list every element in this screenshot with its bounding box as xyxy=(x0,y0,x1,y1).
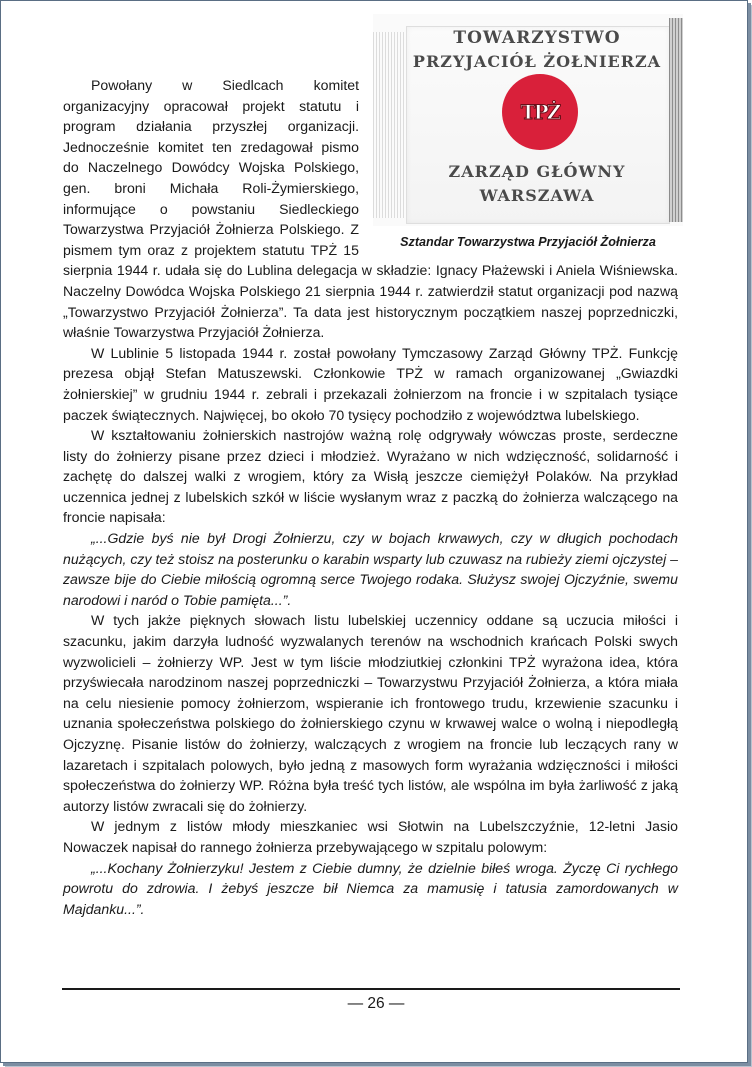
footer-rule xyxy=(62,988,680,990)
page-content xyxy=(63,0,678,919)
figure-caption: Sztandar Towarzystwa Przyjaciół Żołnierza xyxy=(400,235,656,249)
body-text xyxy=(63,0,678,919)
paragraph-2: W Lublinie 5 listopada 1944 r. został powołany Tymczasowy Zarząd Główny TPŻ. Funkcję prezesa objął Stefan Matuszewski. Członkowie TPŻ w ramach organizowanej „Gwiazdki żołnierskiej” w grudniu 1944 r. zebrali i przekazali żołnierzom na froncie i w szpitalach tysiące paczek świątecznych. Najwięcej, bo około 70 tysięcy pochodziło z województwa lubelskiego. xyxy=(63,344,678,423)
tpz-emblem xyxy=(502,74,578,150)
paragraph-5: W jednym z listów młody mieszkaniec wsi Słotwin na Lubelszczyźnie, 12-letni Jasio Nowaczek napisał do rannego żołnierza przebywającego w szpitalu polowym: xyxy=(63,818,678,855)
emblem-text: TPŻ xyxy=(520,99,560,124)
paragraph-3: W kształtowaniu żołnierskich nastrojów ważną rolę odgrywały wówczas proste, serdeczne listy do żołnierzy pisane przez dzieci i młodzież. Wyrażano w nich wdzięczność, solidarność i zachętę do dalszej walki z wrogiem, który za Wisłą jeszcze ciemiężył Polaków. Na przykład uczennica jednej z lubelskich szkół w liście wysłanym wraz z paczką do żołnierza walczącego na froncie napisała: xyxy=(63,427,678,526)
figure xyxy=(373,14,683,259)
banner-line-2: PRZYJACIÓŁ ŻOŁNIERZA xyxy=(412,52,662,71)
paragraph-4: W tych jakże pięknych słowach listu lubelskiej uczennicy oddane są uczucia miłości i szacunku, jakim darzyła ludność wyzwalanych terenów na wschodnich krańcach Polski swych wyzwolicieli – żołnierzy WP. Jest w tym liście młodziutkiej członkini TPŻ wyrażona idea, która przyświecała narodzinom naszej poprzedniczki – Towarzystwu Przyjaciół Żołnierza, a która miała na celu niesienie pomocy żołnierzom, wspieranie ich frontowego trudu, krzewienie szacunku i uznania społeczeństwa polskiego do żołnierskiego czynu w krwawej walce o wolną i niepodległą Ojczyznę. Pisanie listów do żołnierzy, walczących z wrogiem na froncie lub leczących rany w lazaretach i szpitalach polowych, było jedną z masowych form wyrażania wdzięczności i miłości społeczeństwa do żołnierzy WP. Różna była treść tych listów, ale wspólna im była żarliwość z jaką autorzy listów zwracali się do żołnierzy. xyxy=(63,612,678,814)
banner-photo xyxy=(373,14,683,226)
banner-line-4: WARSZAWA xyxy=(479,186,595,205)
banner-fringe-right xyxy=(669,18,683,222)
quote-1: „...Gdzie byś nie był Drogi Żołnierzu, czy w bojach krwawych, czy w długich pochodach nużących, czy też stoisz na posterunku o karabin wsparty lub czuwasz na rubieży ziemi ojczystej – zawsze bije do Ciebie miłością ogromną serce Twojego rodaka. Służysz swojej Ojczyźnie, swemu narodowi i naród o Tobie pamięta...”. xyxy=(63,530,678,608)
paragraph-1: Powołany w Siedlcach komitet organizacyjny opracował projekt statutu i program działania przyszłej organizacji. Jednocześnie komitet ten zredagował pismo do Naczelnego Dowódcy Wojska Polskiego, gen. broni Michała Roli-Żymierskiego, informujące o powstaniu Siedleckiego Towarzystwa Przyjaciół Żołnierza Polskiego. Z pismem tym oraz z projektem statutu TPŻ 15 sierpnia 1944 r. udała się do Lublina delegacja w składzie: Ignacy Płażewski i Aniela Wiśniewska. Naczelny Dowódca Wojska Polskiego 21 sierpnia 1944 r. zatwierdził statut organizacji pod nazwą „Towarzystwo Przyjaciół Żołnierza”. Ta data jest historycznym początkiem naszej poprzedniczki, właśnie Towarzystwa Przyjaciół Żołnierza. xyxy=(63,77,678,341)
banner-line-1: TOWARZYSTWO xyxy=(453,28,621,48)
page-number: — 26 — xyxy=(347,995,405,1012)
banner-line-3: ZARZĄD GŁÓWNY xyxy=(448,162,626,181)
quote-2: „...Kochany Żołnierzyku! Jestem z Ciebie dumny, że dzielnie biłeś wroga. Życzę Ci rychłego powrotu do zdrowia. I żebyś jeszcze bił Niemca za mamusię i tatusia zamordowanych w Majdanku...”. xyxy=(63,859,678,917)
